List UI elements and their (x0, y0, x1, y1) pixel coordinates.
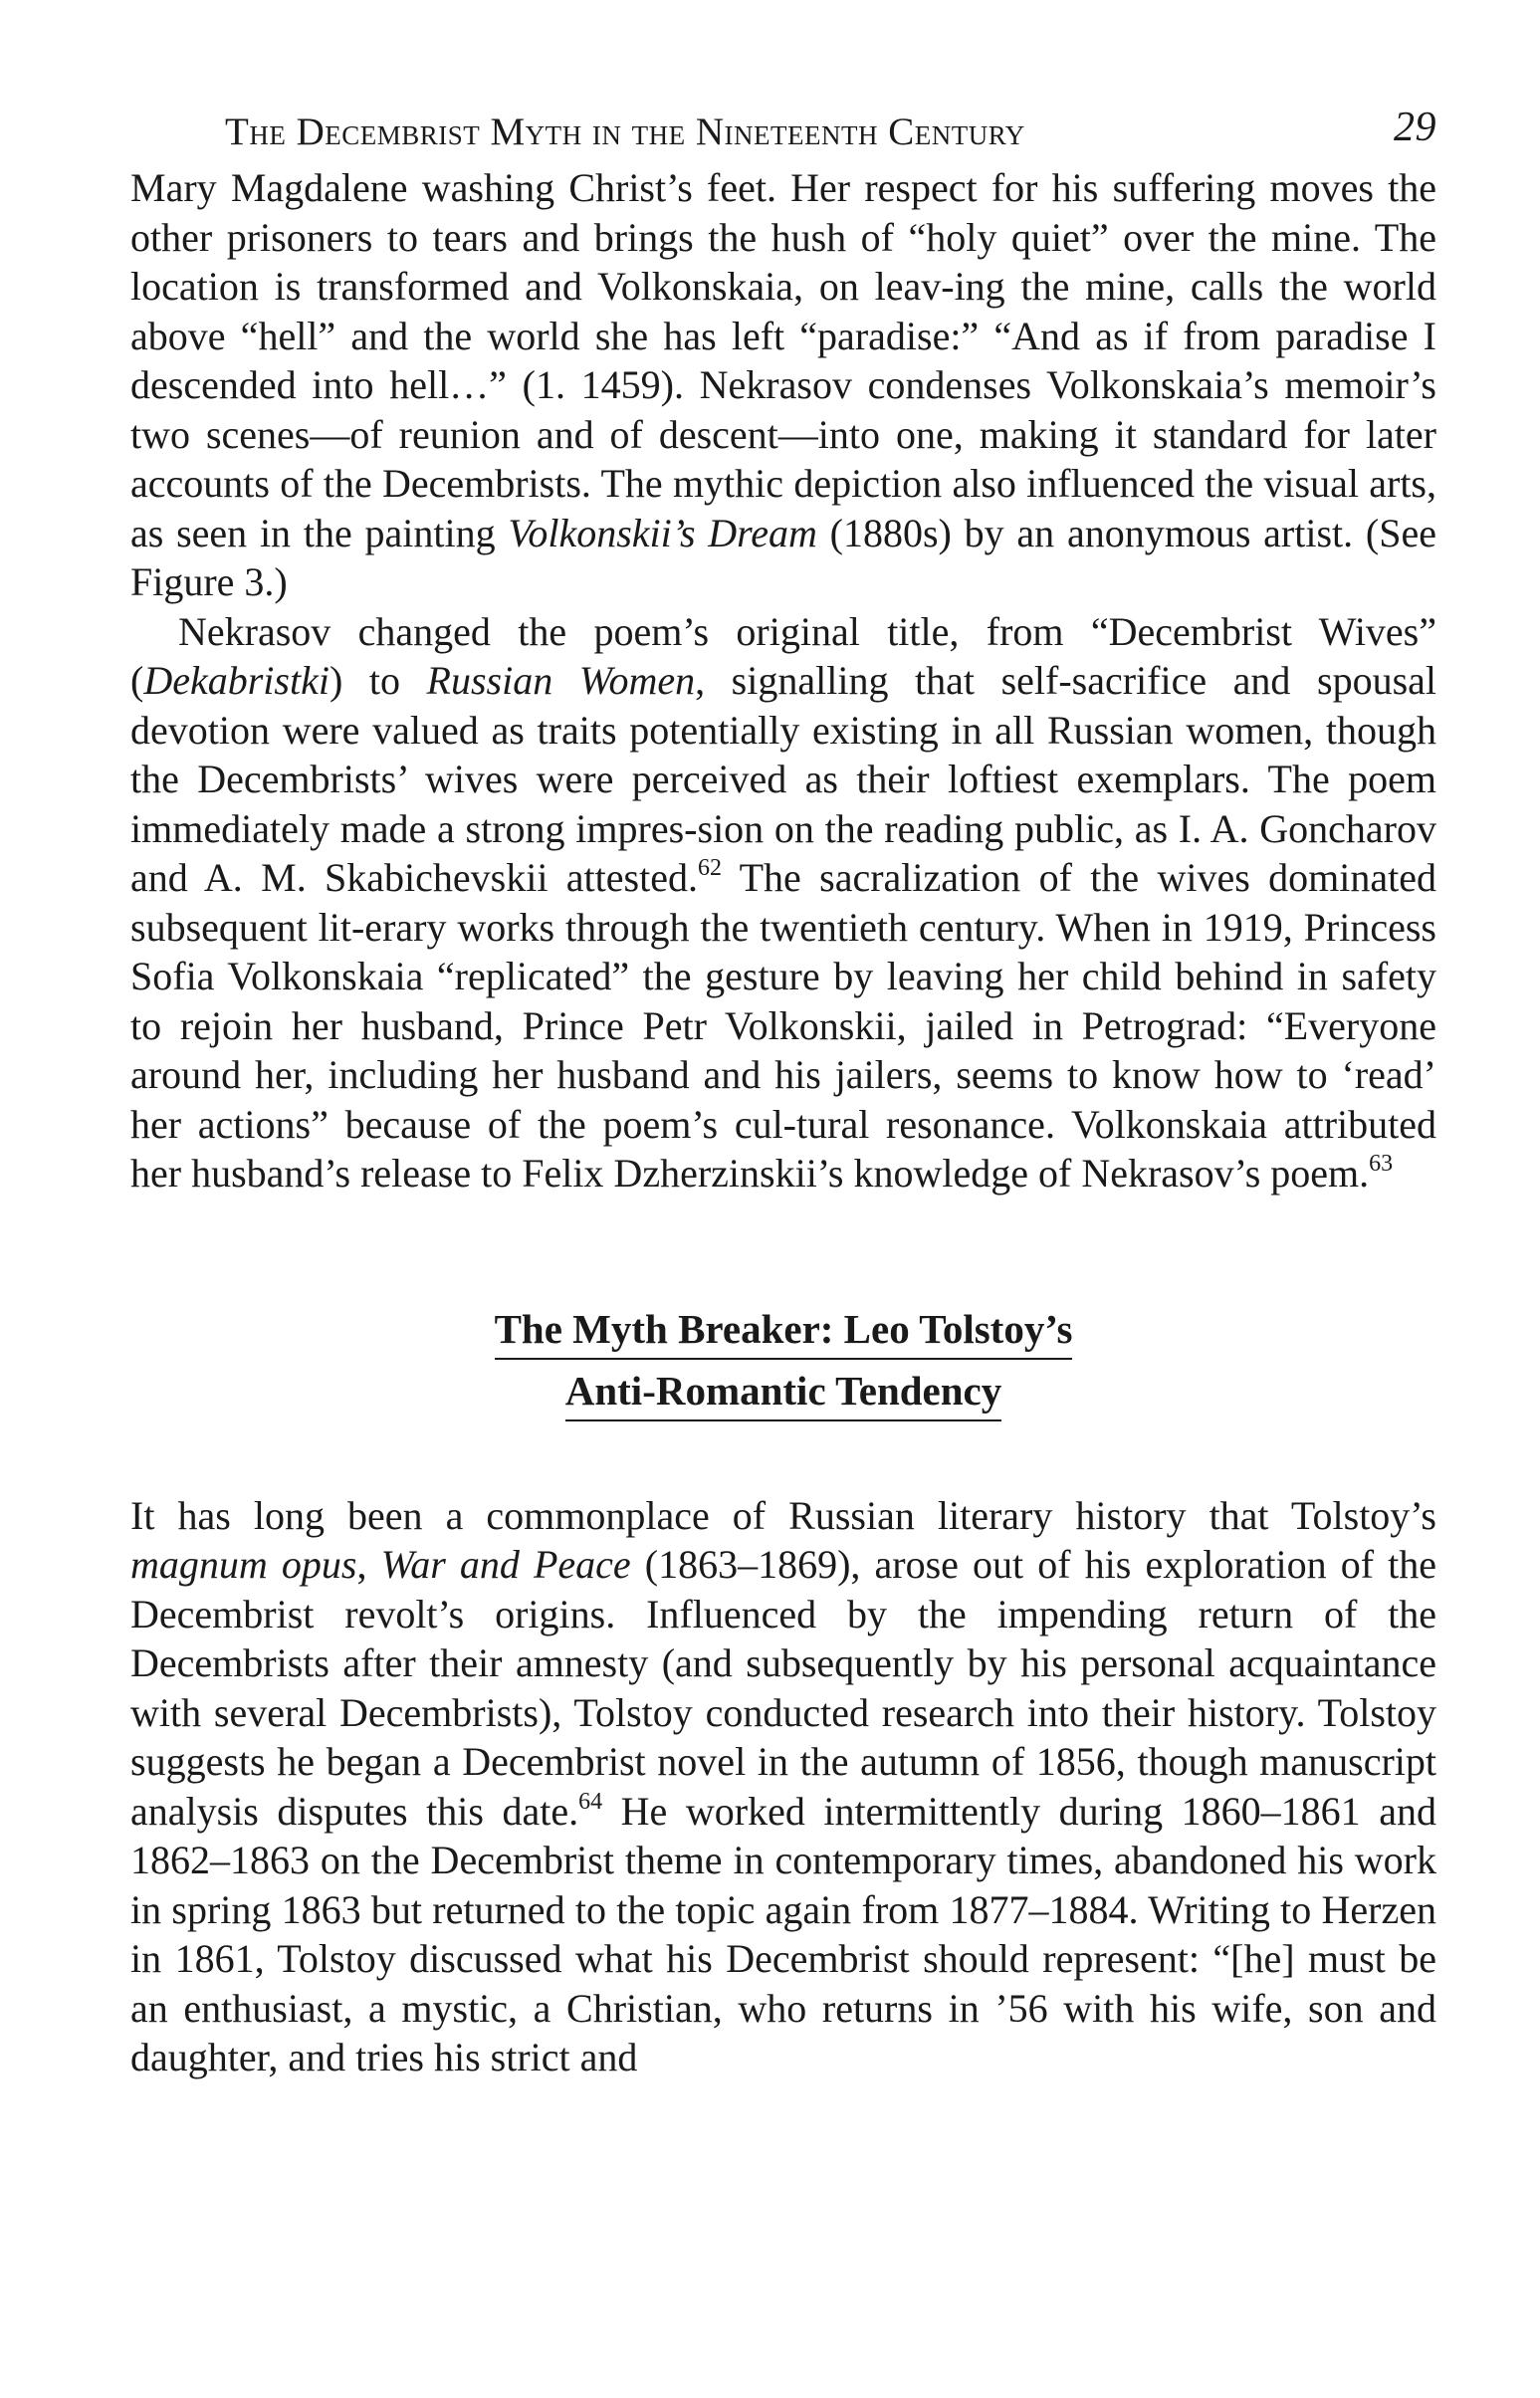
paragraph-text: , signalling that self-sacrifice and spousal devotion were valued as traits potentially existing in all Russian women, though the Decembrists’ wives were perceived as their loftiest exemplars. The poem immediately made a strong impres-sion on the reading public, as I. A. Goncharov and A. M. Skabichevskii attested. (130, 658, 1437, 900)
original-title: Dekabristki (143, 658, 330, 703)
section-heading-line-2: Anti-Romantic Tendency (565, 1364, 1002, 1421)
section-heading (130, 1302, 1436, 1425)
paragraph-tolstoy (130, 1491, 1436, 2082)
running-title: The Decembrist Myth in the Nineteenth Century (225, 110, 1025, 153)
page-number: 29 (1394, 105, 1436, 150)
book-page (130, 100, 1436, 2082)
section-heading-line-1: The Myth Breaker: Leo Tolstoy’s (495, 1302, 1073, 1360)
paragraph-text: (1880s) by an anonymous artist. (See Figure 3.) (130, 510, 1436, 604)
paragraph-text: , (356, 1542, 381, 1587)
paragraph-text: It has long been a commonplace of Russian literary history that Tolstoy’s (130, 1492, 1436, 1538)
paragraph-text: ) to (329, 658, 427, 703)
paragraph-volkonskaia-descent (130, 163, 1436, 607)
magnum-opus-phrase: magnum opus (130, 1542, 357, 1587)
paragraph-text: Mary Magdalene washing Christ’s feet. Her respect for his suffering moves the other prisoners to tears and brings the hush of “holy quiet” over the mine. The location is transformed and Volkonskaia, on leav-ing the mine, calls the world above “hell” and the world she has left “paradise:” “And as if from paradise I descended into hell…” (1. 1459). Nekrasov condenses Volkonskaia’s memoir’s two scenes—of reunion and of descent—into one, making it standard for later accounts of the Decembrists. The mythic depiction also influenced the visual arts, as seen in the painting (130, 165, 1436, 555)
footnote-ref-64: 64 (578, 1788, 603, 1815)
painting-title: Volkonskii’s Dream (508, 510, 817, 555)
paragraph-text: Nekrasov changed the poem’s original title, from “Decembrist Wives” ( (130, 608, 1436, 703)
paragraph-russian-women (130, 607, 1436, 1199)
paragraph-text: (1863–1869), arose out of his exploration of the Decembrist revolt’s origins. Influenced by the impending return of the Decembrists after their amnesty (and subsequently by his personal acquaintance with several Decembrists), Tolstoy conducted research into their history. Tolstoy suggests he began a Decembrist novel in the autumn of 1856, though manuscript analysis disputes this date. (130, 1542, 1437, 1834)
poem-title: Russian Women (426, 658, 696, 703)
novel-title: War and Peace (380, 1542, 631, 1587)
footnote-ref-63: 63 (1369, 1151, 1394, 1177)
footnote-ref-62: 62 (697, 855, 722, 881)
paragraph-text: He worked intermittently during 1860–1861 and 1862–1863 on the Decembrist theme in contemporary times, abandoned his work in spring 1863 but returned to the topic again from 1877–1884. Writing to Herzen in 1861, Tolstoy discussed what his Decembrist should represent: “[he] must be an enthusiast, a mystic, a Christian, who returns in ’56 with his wife, son and daughter, and tries his strict and (130, 1788, 1436, 2079)
running-head (130, 100, 1436, 163)
paragraph-text: The sacralization of the wives dominated subsequent lit-erary works through the twentieth century. When in 1919, Princess Sofia Volkonskaia “replicated” the gesture by leaving her child behind in safety to rejoin her husband, Prince Petr Volkonskii, jailed in Petrograd: “Everyone around her, including her husband and his jailers, seems to know how to ‘read’ her actions” because of the poem’s cul-tural resonance. Volkonskaia attributed her husband’s release to Felix Dzherzinskii’s knowledge of Nekrasov’s poem. (130, 855, 1436, 1196)
